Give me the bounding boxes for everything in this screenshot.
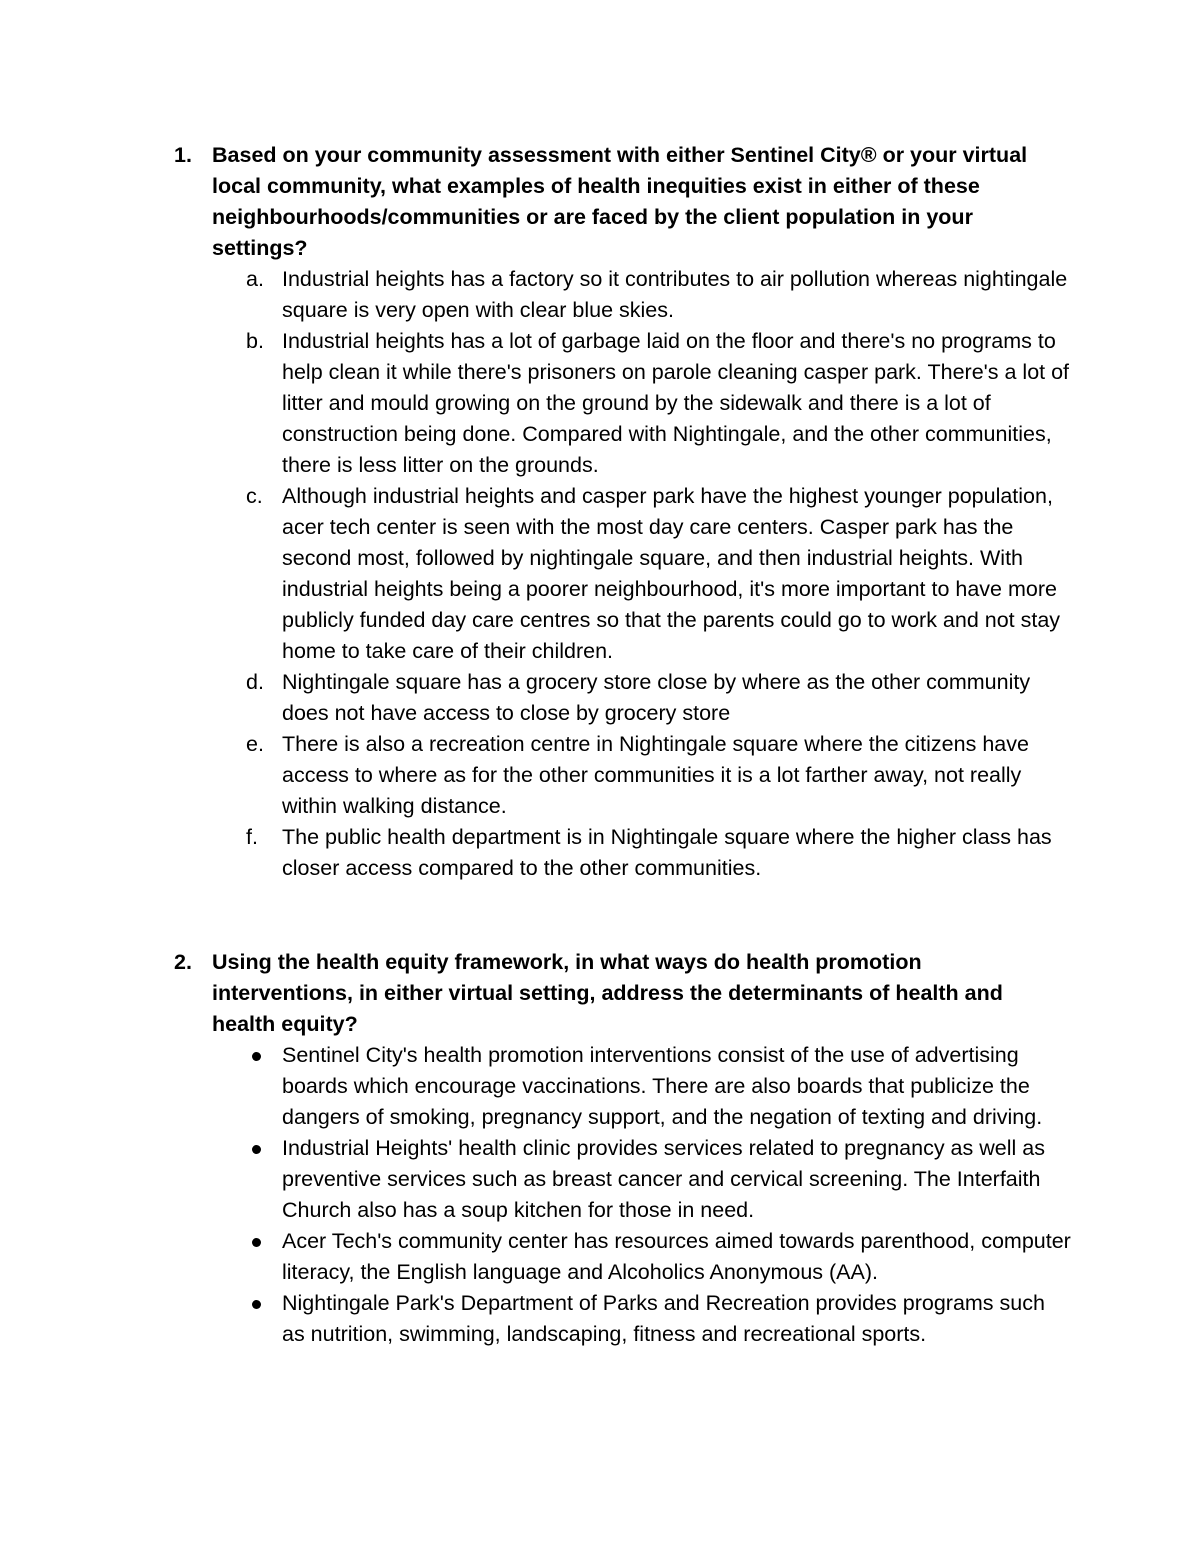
bullet-icon <box>252 1238 261 1247</box>
question-1-answers <box>174 264 1074 884</box>
answer-item <box>282 1226 1072 1288</box>
answer-item <box>246 729 1072 822</box>
answer-text: There is also a recreation centre in Nightingale square where the citizens have access to where as for the other communities it is a lot farther away, not really within walking distance. <box>282 732 1029 818</box>
list-marker: a. <box>246 267 264 291</box>
answer-item <box>246 264 1072 326</box>
answer-text: Acer Tech's community center has resources aimed towards parenthood, computer literacy, the English language and Alcoholics Anonymous (AA). <box>282 1229 1071 1284</box>
bullet-icon <box>252 1145 261 1154</box>
answer-item <box>246 822 1072 884</box>
answer-text: The public health department is in Nightingale square where the higher class has closer access compared to the other communities. <box>282 825 1052 880</box>
question-2-answers <box>174 1040 1074 1350</box>
list-marker: c. <box>246 484 263 508</box>
list-marker: f. <box>246 825 258 849</box>
answer-item <box>246 667 1072 729</box>
answer-item <box>246 326 1072 481</box>
bullet-icon <box>252 1300 261 1309</box>
answer-item <box>246 481 1072 667</box>
answer-item <box>282 1133 1072 1226</box>
answer-text: Industrial Heights' health clinic provides services related to pregnancy as well as preventive services such as breast cancer and cervical screening. The Interfaith Church also has a soup kitchen for those in need. <box>282 1136 1045 1222</box>
list-marker: b. <box>246 329 264 353</box>
question-number: 1. <box>174 143 192 167</box>
answer-item <box>282 1040 1072 1133</box>
question-1 <box>174 140 1074 264</box>
question-text: Using the health equity framework, in what ways do health promotion interventions, in either virtual setting, address the determinants of health and health equity? <box>212 950 1003 1036</box>
answer-text: Although industrial heights and casper park have the highest younger population, acer tech center is seen with the most day care centers. Casper park has the second most, followed by nightingale square, and then industrial heights. With industrial heights being a poorer neighbourhood, it's more important to have more publicly funded day care centres so that the parents could go to work and not stay home to take care of their children. <box>282 484 1061 663</box>
answer-item <box>282 1288 1072 1350</box>
answer-text: Nightingale square has a grocery store close by where as the other community does not have access to close by grocery store <box>282 670 1031 725</box>
question-2 <box>174 947 1074 1040</box>
list-marker: e. <box>246 732 264 756</box>
answer-text: Nightingale Park's Department of Parks and Recreation provides programs such as nutrition, swimming, landscaping, fitness and recreational sports. <box>282 1291 1045 1346</box>
question-number: 2. <box>174 950 192 974</box>
bullet-icon <box>252 1052 261 1061</box>
answer-text: Industrial heights has a factory so it contributes to air pollution whereas nightingale square is very open with clear blue skies. <box>282 267 1068 322</box>
list-marker: d. <box>246 670 264 694</box>
question-text: Based on your community assessment with either Sentinel City® or your virtual local community, what examples of health inequities exist in either of these neighbourhoods/communities or are faced by the client population in your settings? <box>212 143 1028 260</box>
answer-text: Sentinel City's health promotion interventions consist of the use of advertising boards which encourage vaccinations. There are also boards that publicize the dangers of smoking, pregnancy support, and the negation of texting and driving. <box>282 1043 1043 1129</box>
answer-text: Industrial heights has a lot of garbage laid on the floor and there's no programs to help clean it while there's prisoners on parole cleaning casper park. There's a lot of litter and mould growing on the ground by the sidewalk and there is a lot of construction being done. Compared with Nightingale, and the other communities, there is less litter on the grounds. <box>282 329 1070 477</box>
